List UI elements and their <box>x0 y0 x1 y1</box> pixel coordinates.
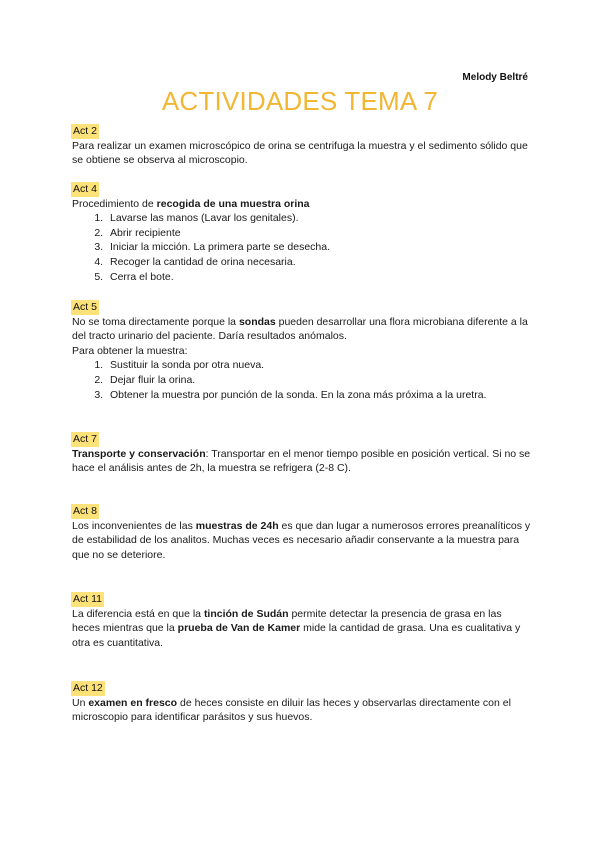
act-label: Act 8 <box>73 505 97 517</box>
section-act4 <box>72 182 532 284</box>
list-item: 2. Abrir recipiente <box>106 226 532 241</box>
paragraph: Procedimiento de recogida de una muestra orina <box>72 197 310 210</box>
paragraph: Los inconvenientes de las muestras de 24h es que dan lugar a numerosos errores preanalíticos y de estabilidad de los analitos. Muchas veces es necesario añadir conservante a la muestra para que no se deteriore. <box>72 519 531 561</box>
act-label: Act 4 <box>73 183 97 195</box>
section-act2 <box>72 124 532 168</box>
page-title: ACTIVIDADES TEMA 7 <box>161 86 439 116</box>
paragraph: Para obtener la muestra: <box>72 344 188 357</box>
section-act12 <box>72 681 532 725</box>
section-act5 <box>72 300 532 402</box>
section-act8 <box>72 504 532 562</box>
list-item: 1. Sustituir la sonda por otra nueva. <box>106 358 532 373</box>
list-item: 5. Cerra el bote. <box>106 270 532 285</box>
paragraph: No se toma directamente porque la sondas pueden desarrollar una flora microbiana diferente a la del tracto urinario del paciente. Daría resultados anómalos. <box>72 315 528 343</box>
paragraph: Un examen en fresco de heces consiste en diluir las heces y observarlas directamente con el microscopio para identificar parásitos y sus huevos. <box>72 696 511 724</box>
list-item: 3. Obtener la muestra por punción de la sonda. En la zona más próxima a la uretra. <box>106 388 532 403</box>
list-item: 3. Iniciar la micción. La primera parte se desecha. <box>106 240 532 255</box>
paragraph: La diferencia está en que la tinción de Sudán permite detectar la presencia de grasa en las heces mientras que la prueba de Van de Kamer mide la cantidad de grasa. Una es cualitativa y otra es cuantitativa. <box>72 607 521 649</box>
procedure-list <box>72 211 532 284</box>
act-label: Act 11 <box>73 593 102 605</box>
paragraph: Transporte y conservación: Transportar en el menor tiempo posible en posición vertical. Si no se hace el análisis antes de 2h, la muestra se refrigera (2-8 C). <box>72 447 531 475</box>
act-label: Act 2 <box>73 125 97 137</box>
paragraph: Para realizar un examen microscópico de orina se centrifuga la muestra y el sedimento sólido que se obtiene se observa al microscopio. <box>72 139 528 167</box>
list-item: 4. Recoger la cantidad de orina necesaria. <box>106 255 532 270</box>
author-name: Melody Beltré <box>462 72 528 83</box>
act-label: Act 7 <box>73 433 97 445</box>
list-item: 2. Dejar fluir la orina. <box>106 373 532 388</box>
list-item: 1. Lavarse las manos (Lavar los genitales). <box>106 211 532 226</box>
act-label: Act 5 <box>73 301 97 313</box>
section-act11 <box>72 592 532 650</box>
procedure-list <box>72 358 532 402</box>
act-label: Act 12 <box>73 682 103 694</box>
section-act7 <box>72 432 532 476</box>
